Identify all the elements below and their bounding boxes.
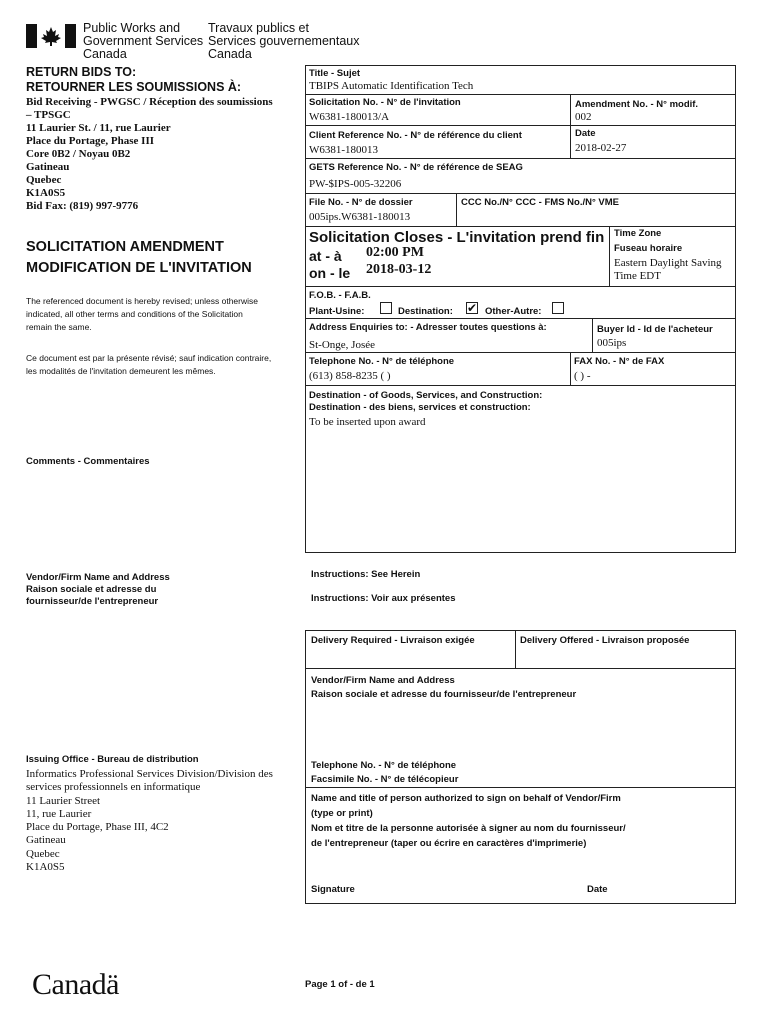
authorized-line: Nom et titre de la personne autorisée à signer au nom du fournisseur/ bbox=[311, 823, 626, 834]
address-line: K1A0S5 bbox=[26, 187, 66, 199]
divider bbox=[305, 286, 736, 287]
ccc-number-label: CCC No./N° CCC - FMS No./N° VME bbox=[461, 197, 620, 208]
closes-at-label: at - à bbox=[309, 248, 342, 264]
destination-goods-label-en: Destination - of Goods, Services, and Construction: bbox=[309, 390, 543, 401]
return-bids-title bbox=[26, 65, 241, 95]
destination-label: Destination: bbox=[398, 306, 453, 317]
authorized-line: de l'entrepreneur (taper ou écrire en caractères d'imprimerie) bbox=[311, 838, 587, 849]
address-line: Place du Portage, Phase III bbox=[26, 135, 155, 147]
divider bbox=[305, 318, 736, 319]
return-bids-address bbox=[26, 96, 273, 213]
telephone-value[interactable]: (613) 858-8235 ( ) bbox=[309, 370, 391, 382]
instructions-en: Instructions: See Herein bbox=[311, 569, 421, 580]
plant-checkbox[interactable] bbox=[380, 302, 392, 314]
authorized-line: Name and title of person authorized to sign on behalf of Vendor/Firm bbox=[311, 793, 621, 804]
date-value[interactable]: 2018-02-27 bbox=[575, 142, 627, 154]
canada-flag-logo bbox=[26, 24, 76, 48]
plant-label: Plant-Usine: bbox=[309, 306, 365, 317]
amendment-number-value[interactable]: 002 bbox=[575, 111, 592, 123]
page-number: Page 1 of - de 1 bbox=[305, 979, 375, 990]
note-line: remain the same. bbox=[26, 322, 92, 332]
note-line: The referenced document is hereby revised; unless otherwise bbox=[26, 296, 258, 306]
dept-fr-line: Services gouvernementaux bbox=[208, 34, 360, 48]
checkmark-icon: ✔ bbox=[467, 301, 478, 315]
return-bids-title-en: RETURN BIDS TO: bbox=[26, 65, 137, 79]
gets-reference-label: GETS Reference No. - N° de référence de SEAG bbox=[309, 162, 523, 173]
amendment-note-fr bbox=[26, 352, 271, 378]
vendor-fax-label: Facsimile No. - N° de télécopieur bbox=[311, 774, 459, 785]
buyer-id-label: Buyer Id - Id de l'acheteur bbox=[597, 324, 713, 335]
department-name-fr bbox=[208, 22, 359, 61]
note-line: les modalités de l'invitation demeurent les mêmes. bbox=[26, 366, 216, 376]
issuing-line: Informatics Professional Services Division/Division des bbox=[26, 768, 273, 780]
address-enquiries-value[interactable]: St-Onge, Josée bbox=[309, 339, 375, 351]
vendor-name-line: Raison sociale et adresse du fournisseur/de l'entrepreneur bbox=[311, 689, 577, 700]
vendor-left-line: Vendor/Firm Name and Address bbox=[26, 572, 170, 583]
address-line: Bid Receiving - PWGSC / Réception des soumissions bbox=[26, 96, 273, 108]
amendment-title bbox=[26, 237, 252, 279]
dept-en-line: Canada bbox=[83, 47, 127, 61]
note-line: indicated, all other terms and conditions of the Solicitation bbox=[26, 309, 243, 319]
solicitation-number-label: Solicitation No. - N° de l'invitation bbox=[309, 97, 461, 108]
issuing-line: Place du Portage, Phase III, 4C2 bbox=[26, 821, 169, 834]
divider bbox=[609, 226, 610, 286]
closes-at-value[interactable]: 02:00 PM bbox=[366, 245, 424, 260]
dept-en-line: Public Works and bbox=[83, 21, 181, 35]
telephone-label: Telephone No. - N° de téléphone bbox=[309, 356, 455, 367]
time-zone-value-line: Eastern Daylight Saving bbox=[614, 257, 722, 269]
amendment-title-fr: MODIFICATION DE L'INVITATION bbox=[26, 260, 252, 276]
dept-fr-line: Travaux publics et bbox=[208, 21, 309, 35]
divider bbox=[570, 94, 571, 159]
fob-label: F.O.B. - F.A.B. bbox=[309, 290, 371, 301]
time-zone-value[interactable] bbox=[614, 257, 722, 283]
vendor-name-label bbox=[311, 674, 576, 702]
divider bbox=[305, 385, 736, 386]
address-line: Core 0B2 / Noyau 0B2 bbox=[26, 148, 131, 160]
issuing-office-label: Issuing Office - Bureau de distribution bbox=[26, 754, 199, 765]
address-enquiries-label: Address Enquiries to: - Adresser toutes questions à: bbox=[309, 322, 547, 333]
divider bbox=[305, 787, 736, 788]
signature-label: Signature bbox=[311, 884, 355, 895]
destination-goods-value[interactable]: To be inserted upon award bbox=[309, 416, 426, 428]
solicitation-closes-label: Solicitation Closes - L'invitation prend fin bbox=[309, 229, 605, 246]
delivery-offered-label: Delivery Offered - Livraison proposée bbox=[520, 635, 690, 646]
destination-goods-label-fr: Destination - des biens, services et construction: bbox=[309, 402, 531, 413]
title-label: Title - Sujet bbox=[309, 68, 361, 79]
divider bbox=[305, 125, 736, 126]
canada-wordmark: Canadä bbox=[32, 968, 119, 1001]
client-reference-label: Client Reference No. - N° de référence du client bbox=[309, 130, 522, 141]
amendment-note-en bbox=[26, 295, 258, 334]
divider bbox=[305, 226, 736, 227]
address-line: 11 Laurier St. / 11, rue Laurier bbox=[26, 122, 171, 134]
other-label: Other-Autre: bbox=[485, 306, 542, 317]
bid-fax-line: Bid Fax: (819) 997-9776 bbox=[26, 200, 139, 212]
vendor-left-line: fournisseur/de l'entrepreneur bbox=[26, 596, 159, 607]
amendment-number-label: Amendment No. - N° modif. bbox=[575, 99, 699, 110]
divider bbox=[305, 193, 736, 194]
note-line: Ce document est par la présente révisé; sauf indication contraire, bbox=[26, 353, 272, 363]
dept-en-line: Government Services bbox=[83, 34, 204, 48]
issuing-line: Quebec bbox=[26, 847, 60, 860]
divider bbox=[305, 352, 736, 353]
divider bbox=[305, 94, 736, 95]
issuing-office-address bbox=[26, 768, 273, 874]
time-zone-value-line: Time EDT bbox=[614, 270, 661, 282]
dept-fr-line: Canada bbox=[208, 47, 252, 61]
divider bbox=[305, 158, 736, 159]
other-checkbox[interactable] bbox=[552, 302, 564, 314]
divider bbox=[515, 630, 516, 668]
issuing-line: Gatineau bbox=[26, 834, 66, 847]
solicitation-number-value[interactable]: W6381-180013/A bbox=[309, 111, 390, 123]
divider bbox=[592, 318, 593, 352]
fax-label: FAX No. - N° de FAX bbox=[574, 356, 665, 367]
comments-label: Comments - Commentaires bbox=[26, 456, 150, 467]
gets-reference-value[interactable]: PW-$IPS-005-32206 bbox=[309, 178, 402, 190]
closes-on-value[interactable]: 2018-03-12 bbox=[366, 262, 432, 277]
authorized-person-label bbox=[311, 791, 626, 851]
vendor-telephone-label: Telephone No. - N° de téléphone bbox=[311, 760, 457, 771]
closes-on-label: on - le bbox=[309, 265, 351, 281]
issuing-line: services professionnels en informatique bbox=[26, 781, 201, 794]
time-zone-label-fr: Fuseau horaire bbox=[614, 243, 683, 254]
file-number-label: File No. - N° de dossier bbox=[309, 197, 413, 208]
title-value[interactable]: TBIPS Automatic Identification Tech bbox=[309, 80, 474, 92]
authorized-line: (type or print) bbox=[311, 808, 373, 819]
vendor-name-line: Vendor/Firm Name and Address bbox=[311, 675, 455, 686]
address-line: Quebec bbox=[26, 174, 62, 186]
time-zone-label-en: Time Zone bbox=[614, 228, 662, 239]
file-number-value[interactable]: 005ips.W6381-180013 bbox=[309, 211, 411, 223]
amendment-title-en: SOLICITATION AMENDMENT bbox=[26, 239, 224, 255]
return-bids-title-fr: RETOURNER LES SOUMISSIONS À: bbox=[26, 80, 242, 94]
client-reference-value[interactable]: W6381-180013 bbox=[309, 144, 379, 156]
issuing-line: 11 Laurier Street bbox=[26, 794, 101, 807]
address-line: Gatineau bbox=[26, 161, 70, 173]
buyer-id-value[interactable]: 005ips bbox=[597, 337, 627, 349]
issuing-line: 11, rue Laurier bbox=[26, 807, 92, 820]
department-name-en bbox=[83, 22, 203, 61]
date-label: Date bbox=[575, 128, 596, 139]
issuing-line: K1A0S5 bbox=[26, 861, 65, 874]
delivery-required-label: Delivery Required - Livraison exigée bbox=[311, 635, 475, 646]
fax-value[interactable]: ( ) - bbox=[574, 370, 591, 382]
divider bbox=[456, 193, 457, 226]
vendor-left-label bbox=[26, 572, 170, 608]
divider bbox=[305, 668, 736, 669]
divider bbox=[570, 352, 571, 385]
destination-checkbox[interactable] bbox=[466, 302, 478, 314]
signature-date-label: Date bbox=[587, 884, 608, 895]
instructions-fr: Instructions: Voir aux présentes bbox=[311, 593, 456, 604]
vendor-left-line: Raison sociale et adresse du bbox=[26, 584, 157, 595]
address-line: – TPSGC bbox=[26, 109, 71, 121]
maple-leaf-icon bbox=[26, 24, 76, 48]
